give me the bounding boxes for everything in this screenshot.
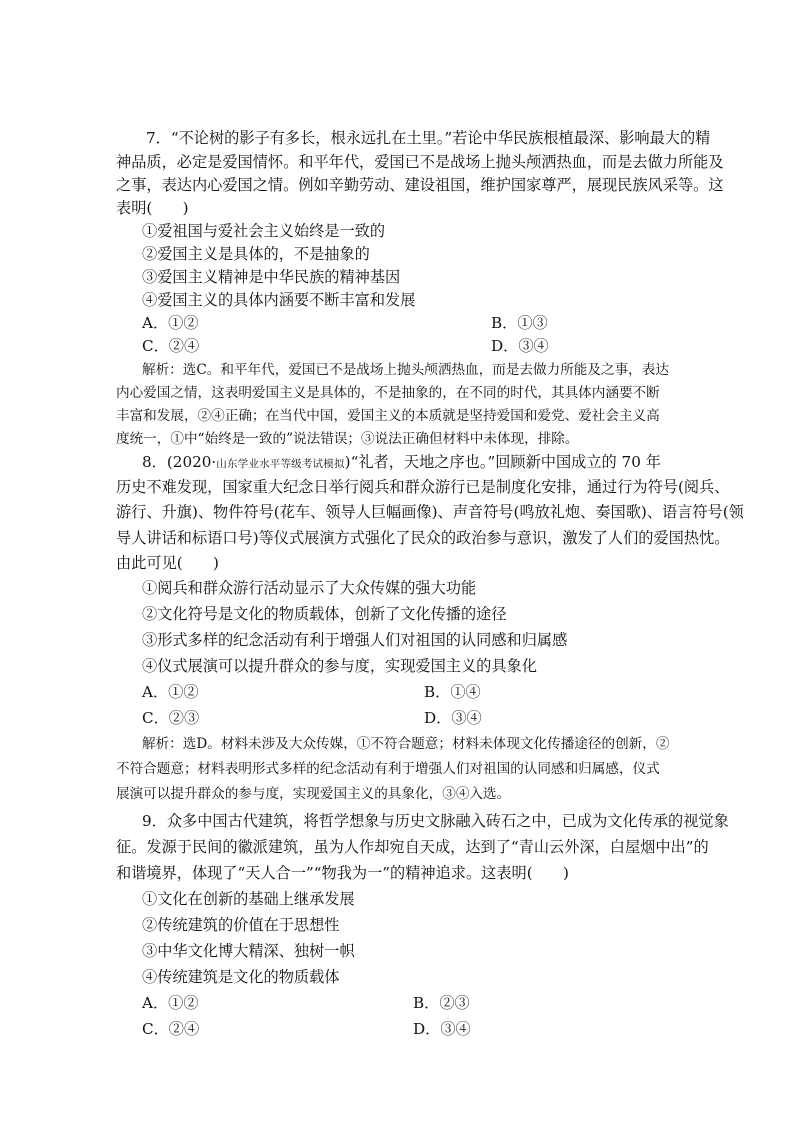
q9-option-2: ②传统建筑的价值在于思想性 xyxy=(142,916,340,934)
q7-choice-b: B．①③ xyxy=(491,314,548,332)
q7-choice-d: D．③④ xyxy=(491,337,549,355)
q8-choice-d: D．③④ xyxy=(424,709,482,727)
q7-explanation-line-1: 解析：选C。和平年代，爱国已不是战场上抛头颅洒热血，而是去做力所能及之事，表达 xyxy=(142,362,669,378)
q8-choice-b: B．①④ xyxy=(424,683,481,701)
q7-explanation-line-2: 内心爱国之情，这表明爱国主义是具体的，不是抽象的，在不同的时代，其具体内涵要不断 xyxy=(116,385,660,401)
q8-source: 山东学业水平等级考试模拟 xyxy=(216,458,345,470)
q9-choice-a: A．①② xyxy=(142,994,199,1012)
q7-explanation-line-3: 丰富和发展，②④正确；在当代中国，爱国主义的本质就是坚持爱国和爱党、爱社会主义高 xyxy=(116,408,660,424)
q8-explanation-line-2: 不符合题意；材料表明形式多样的纪念活动有利于增强人们对祖国的认同感和归属感，仪式 xyxy=(116,761,660,777)
q7-choice-c: C．②④ xyxy=(142,337,200,355)
q8-stem-line-1-rest: )“礼者，天地之序也。”回顾新中国成立的 70 年 xyxy=(344,453,661,471)
q7-explanation-line-4: 度统一，①中“始终是一致的”说法错误；③说法正确但材料中未体现，排除。 xyxy=(116,431,579,447)
q7-stem-line-4: 表明( ) xyxy=(116,199,189,217)
q8-explanation-line-3: 展演可以提升群众的参与度，实现爱国主义的具象化，③④入选。 xyxy=(116,786,511,802)
q9-stem-line-2: 征。发源于民间的徽派建筑，虽为人作却宛自天成，达到了“青山云外深，白屋烟中出”的 xyxy=(116,838,709,856)
q8-stem-line-2: 历史不难发现，国家重大纪念日举行阅兵和群众游行已是制度化安排，通过行为符号(阅兵、 xyxy=(116,478,730,496)
q9-choice-c: C．②④ xyxy=(142,1020,200,1038)
q7-option-2: ②爱国主义是具体的，不是抽象的 xyxy=(142,245,370,263)
q8-stem-line-4: 导人讲话和标语口号)等仪式展演方式强化了民众的政治参与意识，激发了人们的爱国热忱。 xyxy=(116,529,730,547)
q8-option-3: ③形式多样的纪念活动有利于增强人们对祖国的认同感和归属感 xyxy=(142,631,568,649)
q9-option-4: ④传统建筑是文化的物质载体 xyxy=(142,968,340,986)
q8-stem-line-1 xyxy=(142,452,661,474)
q7-choice-a: A．①② xyxy=(142,314,199,332)
q8-stem-line-5: 由此可见( ) xyxy=(116,554,219,572)
q9-choice-b: B．②③ xyxy=(413,994,470,1012)
q8-stem-line-3: 游行、升旗)、物件符号(花车、领导人巨幅画像)、声音符号(鸣放礼炮、奏国歌)、语言符号(领 xyxy=(116,503,744,521)
q9-stem-line-3: 和谐境界，体现了“天人合一”“物我为一”的精神追求。这表明( ) xyxy=(116,864,569,882)
q7-stem-line-2: 神品质，必定是爱国情怀。和平年代，爱国已不是战场上抛头颅洒热血，而是去做力所能及 xyxy=(116,153,724,171)
q8-number: 8．(2020· xyxy=(142,453,217,471)
q8-explanation-line-1: 解析：选D。材料未涉及大众传媒，①不符合题意；材料未体现文化传播途径的创新，② xyxy=(142,736,670,752)
q8-choice-c: C．②③ xyxy=(142,709,200,727)
q9-stem-line-1: 9．众多中国古代建筑，将哲学想象与历史文脉融入砖石之中，已成为文化传承的视觉象 xyxy=(142,812,729,830)
q7-option-1: ①爱祖国与爱社会主义始终是一致的 xyxy=(142,222,385,240)
q7-stem-line-1: 7．“不论树的影子有多长，根永远扎在土里。”若论中华民族根植最深、影响最大的精 xyxy=(146,129,711,147)
q7-stem-line-3: 之事，表达内心爱国之情。例如辛勤劳动、建设祖国，维护国家尊严，展现民族风采等。这 xyxy=(116,176,724,194)
q7-option-3: ③爱国主义精神是中华民族的精神基因 xyxy=(142,268,401,286)
q9-option-1: ①文化在创新的基础上继承发展 xyxy=(142,890,355,908)
q8-option-2: ②文化符号是文化的物质载体，创新了文化传播的途径 xyxy=(142,605,507,623)
q8-choice-a: A．①② xyxy=(142,683,199,701)
q9-choice-d: D．③④ xyxy=(413,1020,471,1038)
q8-option-1: ①阅兵和群众游行活动显示了大众传媒的强大功能 xyxy=(142,579,477,597)
q9-option-3: ③中华文化博大精深、独树一帜 xyxy=(142,942,355,960)
q8-option-4: ④仪式展演可以提升群众的参与度，实现爱国主义的具象化 xyxy=(142,657,537,675)
q7-option-4: ④爱国主义的具体内涵要不断丰富和发展 xyxy=(142,291,416,309)
